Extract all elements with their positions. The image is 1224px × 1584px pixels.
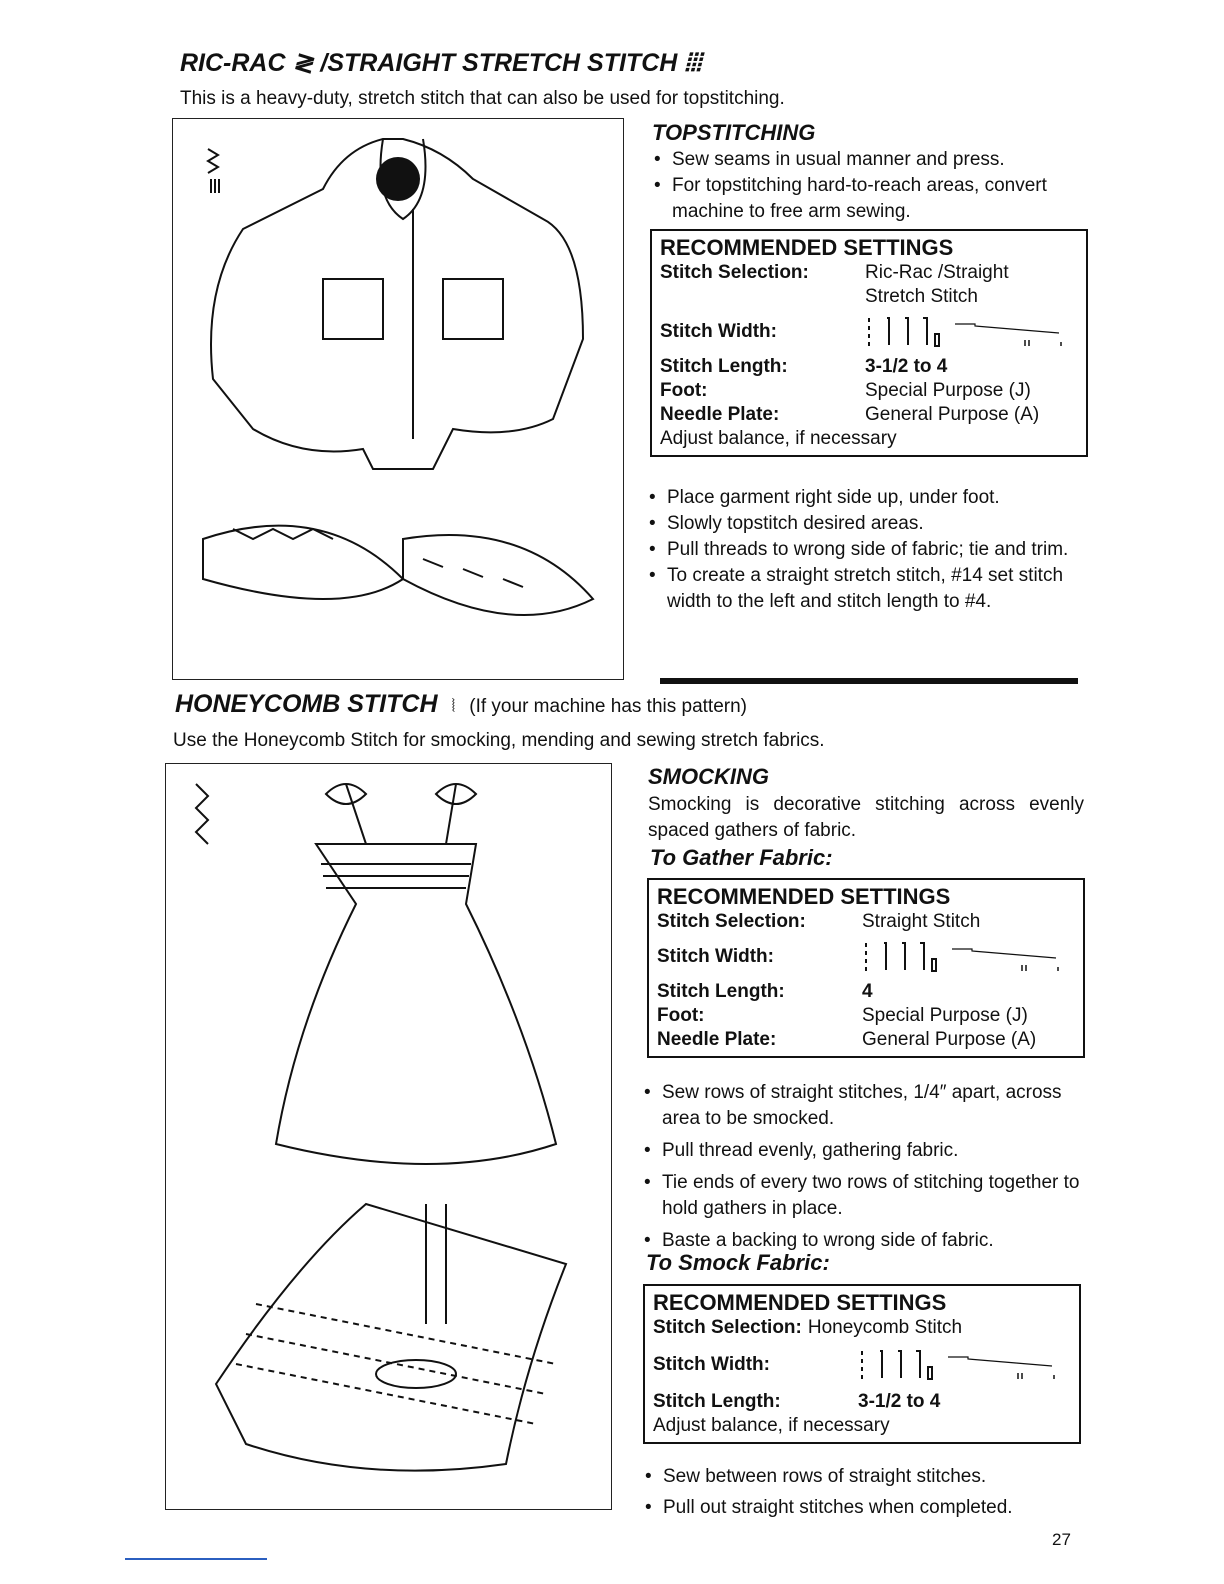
settings-row: Stitch Length: 3-1/2 to 4 [653,1391,941,1412]
settings-note: Adjust balance, if necessary [653,1415,890,1436]
bullet: • Sew between rows of straight stitches. [641,1464,1081,1490]
settings-title: RECOMMENDED SETTINGS [653,1290,947,1315]
settings-row: Stitch Selection: Straight Stitch [657,911,981,932]
settings-row: Stitch Width: [660,309,1078,355]
settings-row: Stitch Selection: Honeycomb Stitch [653,1317,963,1338]
settings-row: Stitch Selection: Ric-Rac /Straight Stretch Stitch [660,262,1009,307]
section-title-ricrac: RIC-RAC ≷ /STRAIGHT STRETCH STITCH ⦙⦙⦙ [180,49,702,77]
bullet: • Place garment right side up, under foot. [645,485,1085,511]
stitch-width-dial-icon [858,1347,1058,1383]
title-note: (If your machine has this pattern) [469,696,748,717]
smock-bullets [641,1464,1081,1521]
section-intro: Use the Honeycomb Stitch for smocking, mending and sewing stretch fabrics. [173,730,825,751]
settings-row: Needle Plate: General Purpose (A) [660,404,1040,425]
settings-row: Foot: Special Purpose (J) [657,1005,1028,1026]
section-title-row-honeycomb [175,690,747,719]
bullet: • Slowly topstitch desired areas. [645,511,1085,537]
topstitch-bullets-before [650,147,1085,225]
bullet: • Sew seams in usual manner and press. [650,147,1085,173]
gather-bullets [640,1080,1080,1254]
section-intro: This is a heavy-duty, stretch stitch that can also be used for topstitching. [180,88,785,109]
bullet: • Pull thread evenly, gathering fabric. [640,1138,1080,1164]
subhead-topstitching: TOPSTITCHING [652,120,816,145]
settings-note: Adjust balance, if necessary [660,428,897,449]
illustration-dress-smocking [165,763,612,1510]
topstitch-bullets-after [645,485,1085,615]
illustration-shirt-topstitching [172,118,624,680]
settings-title: RECOMMENDED SETTINGS [660,235,954,260]
page-number: 27 [1052,1530,1071,1549]
recommended-settings-box-3 [643,1284,1081,1444]
settings-row: Stitch Width: [653,1340,1071,1390]
divider [660,678,1078,684]
smocking-description: Smocking is decorative stitching across evenly spaced gathers of fabric. [648,794,1084,841]
settings-row: Stitch Width: [657,934,1075,980]
bullet: • Tie ends of every two rows of stitching together to hold gathers in place. [640,1170,1080,1222]
subhead-gather-fabric: To Gather Fabric: [650,845,833,870]
settings-title: RECOMMENDED SETTINGS [657,884,951,909]
bullet: • Baste a backing to wrong side of fabric. [640,1228,1080,1254]
bullet: • Sew rows of straight stitches, 1/4″ apart, across area to be smocked. [640,1080,1080,1132]
settings-row: Foot: Special Purpose (J) [660,380,1031,401]
settings-row: Needle Plate: General Purpose (A) [657,1029,1037,1050]
stitch-width-dial-icon [862,939,1062,975]
bullet: • To create a straight stretch stitch, #14 set stitch width to the left and stitch length to #4. [645,563,1085,615]
honeycomb-stitch-icon: ⦚ [451,696,456,716]
settings-row: Stitch Length: 3-1/2 to 4 [660,356,948,377]
dress-illustration [166,764,611,1509]
recommended-settings-box-1 [650,229,1088,457]
bullet: • Pull out straight stitches when completed. [641,1495,1081,1521]
subhead-smock-fabric: To Smock Fabric: [646,1250,830,1275]
settings-row: Stitch Length: 4 [657,981,873,1002]
shirt-illustration [173,119,623,679]
bullet: • Pull threads to wrong side of fabric; tie and trim. [645,537,1085,563]
recommended-settings-box-2 [647,878,1085,1058]
bullet: • For topstitching hard-to-reach areas, convert machine to free arm sewing. [650,173,1085,225]
subhead-smocking: SMOCKING [648,764,769,789]
footer-line [125,1558,267,1560]
section-title-honeycomb: HONEYCOMB STITCH [175,690,438,718]
stitch-width-dial-icon [865,314,1065,350]
